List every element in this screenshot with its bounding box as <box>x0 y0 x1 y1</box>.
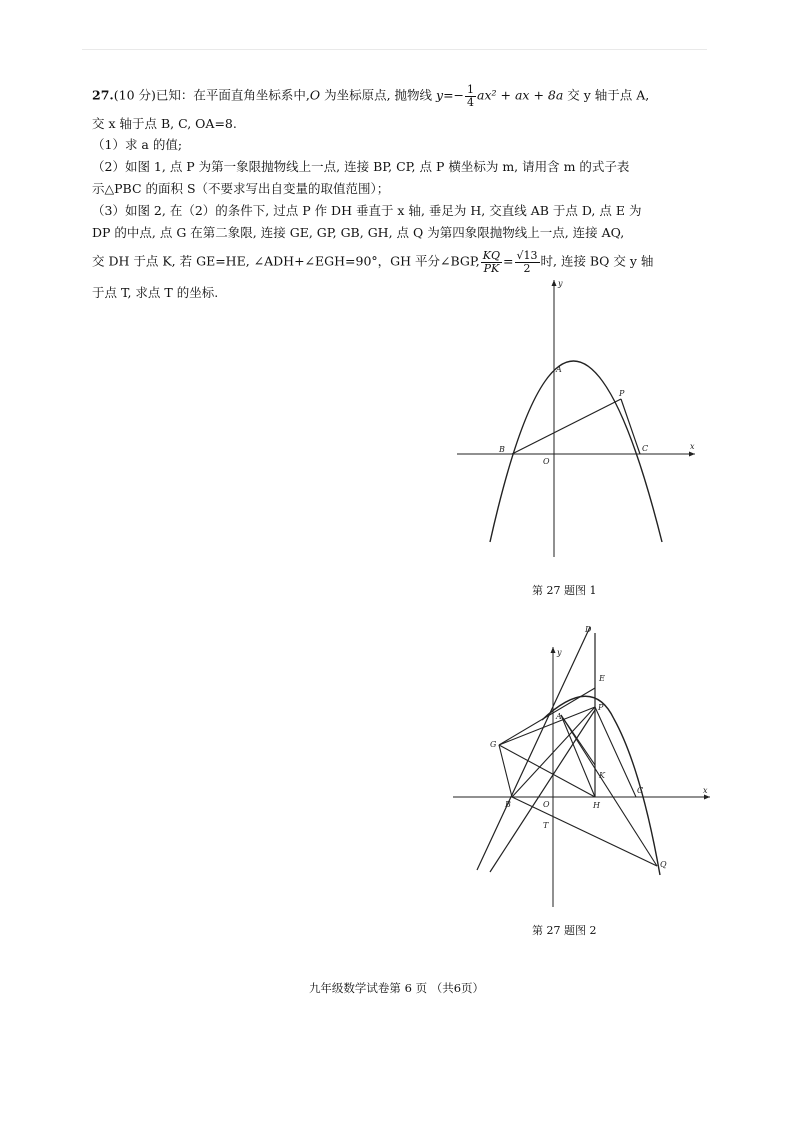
part-3-line-2: DP 的中点, 点 G 在第二象限, 连接 GE, GP, GB, GH, 点 Q 为第四象限抛物线上一点, 连接 AQ, <box>92 225 625 240</box>
fig2-segment-gh <box>499 745 595 797</box>
part-2-line-1: （2）如图 1, 点 P 为第一象限抛物线上一点, 连接 BP, CP, 点 P 横坐标为 m, 请用含 m 的式子表 <box>92 159 630 174</box>
figure-1-diagram <box>440 270 710 570</box>
fig2-segment-ge <box>499 688 595 745</box>
fig2-y-arrow <box>551 647 556 653</box>
part-3-line-4: 于点 T, 求点 T 的坐标. <box>92 285 219 300</box>
fig2-label-c: C <box>637 786 644 795</box>
fig1-segment-cp <box>621 399 640 454</box>
fig1-y-arrow <box>552 280 557 286</box>
fig1-label-p: P <box>619 389 625 398</box>
fig1-label-o: O <box>543 457 550 466</box>
fig2-label-b: B <box>505 800 511 809</box>
problem-line-1: 27.(10 分)已知：在平面直角坐标系中,O 为坐标原点, 抛物线 y=− $\frac{1}{4}$ ax² + ax + 8a 交 y 轴于点 A, <box>92 83 650 109</box>
fig2-label-h: H <box>593 801 600 810</box>
figure-2-caption: 第 27 题图 2 <box>532 924 597 937</box>
fig1-segment-bp <box>512 399 621 454</box>
fig2-label-y: y <box>557 648 562 657</box>
fig2-x-arrow <box>704 795 710 800</box>
figure-2-diagram <box>440 615 720 915</box>
fig2-label-d: D <box>585 625 592 634</box>
fig1-label-y: y <box>558 279 563 288</box>
fraction-kq-pk: $\frac{KQ}{PK}$ <box>482 249 501 275</box>
problem-number: 27. <box>92 87 114 103</box>
fig2-label-x: x <box>703 786 708 795</box>
problem-line-2: 交 x 轴于点 B, C, OA=8. <box>92 116 237 131</box>
part-1: （1）求 a 的值; <box>92 137 183 152</box>
fig1-label-a: A <box>556 365 562 374</box>
fig2-line-bp <box>490 710 595 872</box>
fig2-label-a: A <box>556 712 562 721</box>
part-3-line-3: 交 DH 于点 K, 若 GE=HE, ∠ADH+∠EGH=90°，GH 平分∠BGP, $\frac{KQ}{PK}$ = $\frac{√13}{2}$ 时, 连接 BQ 交 y 轴 <box>92 249 654 275</box>
fig2-segment-ah <box>561 715 595 797</box>
page-footer: 九年级数学试卷第 6 页 （共6页） <box>308 981 485 995</box>
fig2-label-o: O <box>543 800 550 809</box>
fig2-label-t: T <box>543 821 549 830</box>
fig2-label-p: P <box>598 703 604 712</box>
fig1-label-x: x <box>690 442 695 451</box>
part-3-line-1: （3）如图 2, 在（2）的条件下, 过点 P 作 DH 垂直于 x 轴, 垂足为 H, 交直线 AB 于点 D, 点 E 为 <box>92 203 642 218</box>
fig2-label-e: E <box>599 674 605 683</box>
fig2-segment-gb <box>499 745 512 797</box>
fig2-label-k: K <box>599 771 605 780</box>
page-top-rule <box>82 49 707 50</box>
figure-1 <box>440 270 710 570</box>
fraction-sqrt13-2: $\frac{√13}{2}$ <box>516 249 538 275</box>
figure-1-caption: 第 27 题图 1 <box>532 584 597 597</box>
figure-2 <box>440 615 720 915</box>
fig1-label-c: C <box>642 444 649 453</box>
fig2-segment-gp <box>499 707 595 745</box>
fig1-x-arrow <box>689 452 695 457</box>
part-2-line-2: 示△PBC 的面积 S（不要求写出自变量的取值范围）； <box>92 181 390 196</box>
fig2-segment-ak <box>561 715 595 765</box>
fraction-one-quarter: $\frac{1}{4}$ <box>467 83 475 109</box>
fig2-label-g: G <box>490 740 497 749</box>
fig1-label-b: B <box>499 445 505 454</box>
fig2-label-q: Q <box>660 860 667 869</box>
